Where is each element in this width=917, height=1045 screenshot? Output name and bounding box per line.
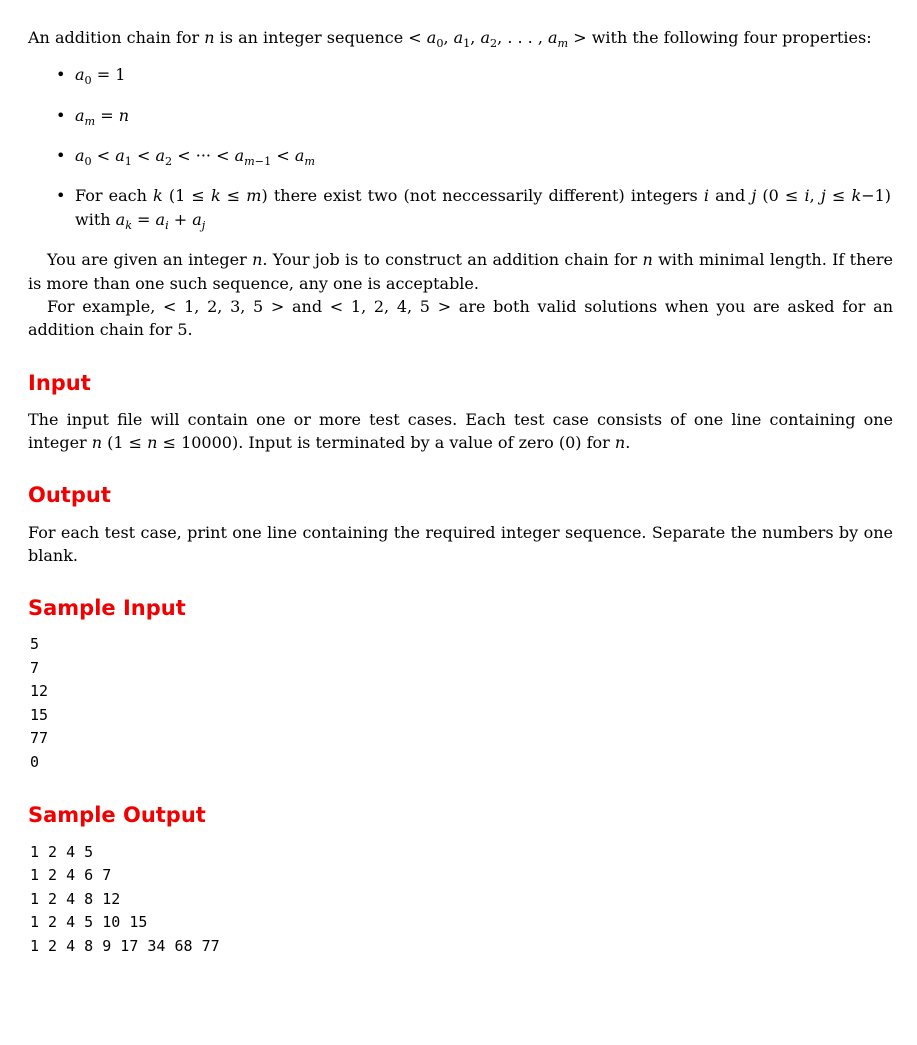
sample-output-line: 1 2 4 8 12 [30,889,121,908]
sample-input-line: 15 [30,705,49,724]
property-item: • For each k (1 ≤ k ≤ m) there exist two (not neccessarily different) integers i and j (0 ≤ i, j ≤ k−1) with $a_k = a_i + a_j$ [75,184,893,231]
output-paragraph: For each test case, print one line containing the required integer sequence. Separate the numbers by one blank. [28,522,893,565]
task-paragraph: You are given an integer n. Your job is to construct an addition chain for n with minimal length. If there is more than one such sequence, any one is acceptable. [28,250,893,293]
input-paragraph: The input file will contain one or more test cases. Each test case consists of one line containing one integer n (1 ≤ n ≤ 10000). Input is terminated by a value of zero (0) for n. [28,409,893,453]
sample-output-line: 1 2 4 5 [30,842,94,861]
sample-input-line: 12 [30,682,49,701]
sample-input-block [30,633,893,774]
sample-input-line: 7 [30,658,40,677]
intro-paragraph: An addition chain for n is an integer sequence < $a_0$, $a_1$, $a_2$, . . . , $a_m$ > with the following four properties: [28,28,872,51]
property-item: • $a_0 < a_1 < a_2$ < ··· < $a_{m-1} < a_m$ [75,144,893,167]
example-paragraph: For example, < 1, 2, 3, 5 > and < 1, 2, 4, 5 > are both valid solutions when you are asked for an addition chain for 5. [28,296,893,340]
property-item: • $a_m = n$ [75,104,893,127]
sample-output-line: 1 2 4 6 7 [30,866,112,885]
sample-input-line: 77 [30,729,49,748]
sample-output-heading: Sample Output [28,803,206,828]
sample-output-line: 1 2 4 8 9 17 34 68 77 [30,936,220,955]
sample-output-block [30,841,893,959]
sample-input-heading: Sample Input [28,596,186,621]
sample-input-line: 0 [30,752,40,771]
output-heading: Output [28,483,111,508]
input-heading: Input [28,370,91,395]
property-item: • $a_0 = 1$ [75,63,893,86]
sample-output-line: 1 2 4 5 10 15 [30,913,148,932]
properties-list [28,63,893,231]
sample-input-line: 5 [30,635,40,654]
